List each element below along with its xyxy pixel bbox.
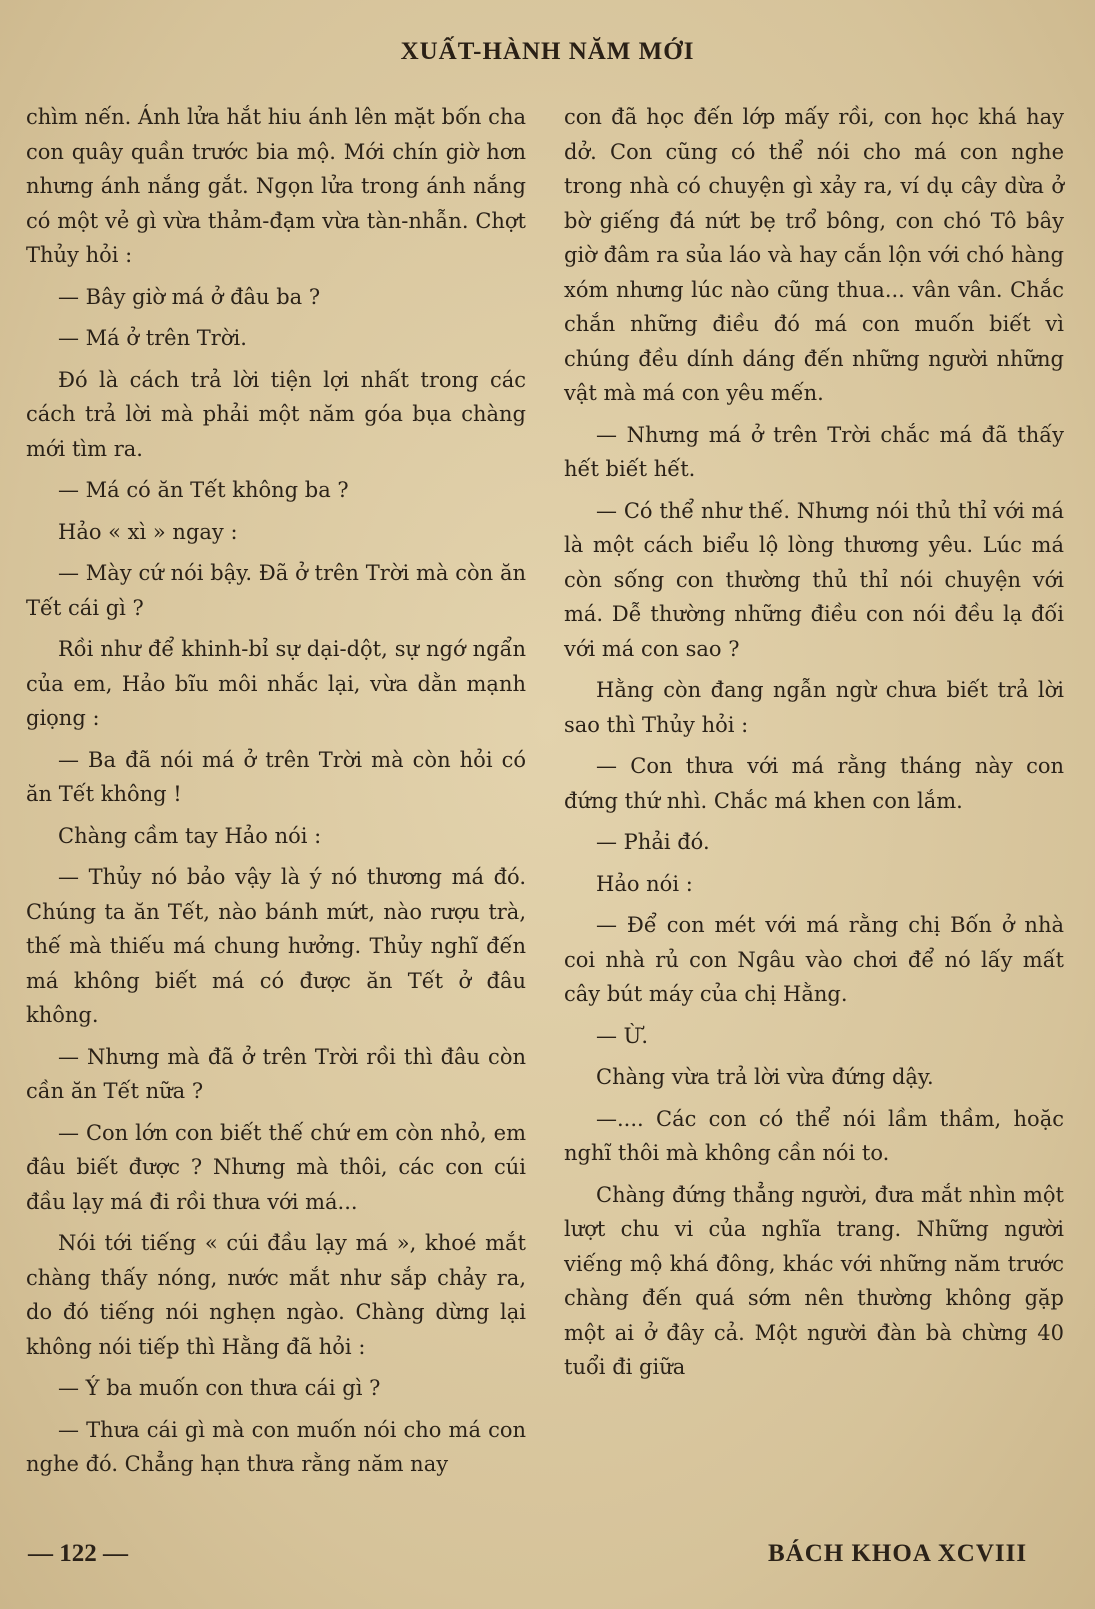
- paragraph: — Thưa cái gì mà con muốn nói cho má con nghe đó. Chẳng hạn thưa rằng năm nay: [26, 1417, 526, 1476]
- paragraph: — Ý ba muốn con thưa cái gì ?: [58, 1376, 381, 1400]
- paragraph: — Phải đó.: [596, 830, 710, 854]
- paragraph: — Bây giờ má ở đâu ba ?: [58, 284, 321, 309]
- paragraph: — Má có ăn Tết không ba ?: [58, 478, 349, 502]
- paragraph: — Mày cứ nói bậy. Đã ở trên Trời mà còn ăn Tết cái gì ?: [26, 561, 526, 620]
- paragraph: chìm nến. Ánh lửa hắt hiu ánh lên mặt bốn cha con quây quần trước bia mộ. Mới chín giờ hơn nhưng ánh nắng gắt. Ngọn lửa trong ánh nắng có một vẻ gì vừa thảm-đạm vừa tàn-nhẫn. Chợt Thủy hỏi :: [26, 105, 526, 267]
- paragraph: — Má ở trên Trời.: [58, 326, 247, 350]
- paragraph: — Có thể như thế. Nhưng nói thủ thỉ với má là một cách biểu lộ lòng thương yêu. Lúc má còn sống con thường thủ thỉ nói chuyện với má. Dễ thường những điều con nói đều lạ đối với má con sao ?: [564, 498, 1064, 661]
- paragraph: Rồi như để khinh-bỉ sự dại-dột, sự ngớ ngẩn của em, Hảo bĩu môi nhắc lại, vừa dằn mạnh giọng :: [26, 637, 526, 730]
- publication-name: BÁCH KHOA XCVIII: [768, 1540, 1028, 1567]
- paragraph: Hảo nói :: [596, 871, 693, 896]
- paragraph: — Con lớn con biết thế chứ em còn nhỏ, em đâu biết được ? Nhưng mà thôi, các con cúi đầu lạy má đi rồi thưa với má...: [26, 1120, 526, 1214]
- paragraph: —.... Các con có thể nói lầm thầm, hoặc nghĩ thôi mà không cần nói to.: [564, 1106, 1064, 1165]
- paragraph: — Ba đã nói má ở trên Trời mà còn hỏi có ăn Tết không !: [26, 747, 526, 806]
- page-header-title: XUẤT-HÀNH NĂM MỚI: [400, 38, 695, 65]
- paragraph: — Thủy nó bảo vậy là ý nó thương má đó. Chúng ta ăn Tết, nào bánh mứt, nào rượu trà, thế mà thiếu má chung hưởng. Thủy nghĩ đến má không biết má có được ăn Tết ở đâu không.: [26, 865, 526, 1027]
- paragraph: Chàng vừa trả lời vừa đứng dậy.: [596, 1065, 934, 1089]
- paragraph: — Nhưng má ở trên Trời chắc má đã thấy hết biết hết.: [564, 422, 1064, 481]
- page-number: — 122 —: [28, 1540, 128, 1567]
- right-text-column: [564, 100, 1064, 1392]
- paragraph: Hằng còn đang ngẫn ngừ chưa biết trả lời sao thì Thủy hỏi :: [564, 678, 1064, 737]
- paragraph: — Ừ.: [596, 1023, 649, 1048]
- paragraph: Chàng đứng thẳng người, đưa mắt nhìn một lượt chu vi của nghĩa trang. Những người viếng mộ khá đông, khác với những năm trước chàng đến quá sớm nên thường không gặp một ai ở đây cả. Một người đàn bà chừng 40 tuổi đi giữa: [564, 1182, 1064, 1379]
- paragraph: Đó là cách trả lời tiện lợi nhất trong các cách trả lời mà phải một năm góa bụa chàng mới tìm ra.: [26, 367, 526, 461]
- paragraph: Chàng cầm tay Hảo nói :: [58, 823, 322, 848]
- paragraph: con đã học đến lớp mấy rồi, con học khá hay dở. Con cũng có thể nói cho má con nghe trong nhà có chuyện gì xảy ra, ví dụ cây dừa ở bờ giếng đá nứt bẹ trổ bông, con chó Tô bây giờ đâm ra sủa láo và hay cắn lộn với chó hàng xóm nhưng lúc nào cũng thua... vân vân. Chắc chắn những điều đó má con muốn biết vì chúng đều dính dáng đến những người những vật mà má con yêu mến.: [564, 105, 1064, 405]
- paragraph: — Để con mét với má rằng chị Bốn ở nhà coi nhà rủ con Ngâu vào chơi để nó lấy mất cây bút máy của chị Hằng.: [564, 913, 1064, 1006]
- paragraph: — Con thưa với má rằng tháng này con đứng thứ nhì. Chắc má khen con lắm.: [564, 754, 1064, 813]
- paragraph: — Nhưng mà đã ở trên Trời rồi thì đâu còn cần ăn Tết nữa ?: [26, 1044, 526, 1103]
- paragraph: Nói tới tiếng « cúi đầu lạy má », khoé mắt chàng thấy nóng, nước mắt như sắp chảy ra, do đó tiếng nói nghẹn ngào. Chàng dừng lại không nói tiếp thì Hằng đã hỏi :: [26, 1231, 526, 1359]
- left-text-column: [26, 100, 526, 1489]
- paragraph: Hảo « xì » ngay :: [58, 519, 238, 544]
